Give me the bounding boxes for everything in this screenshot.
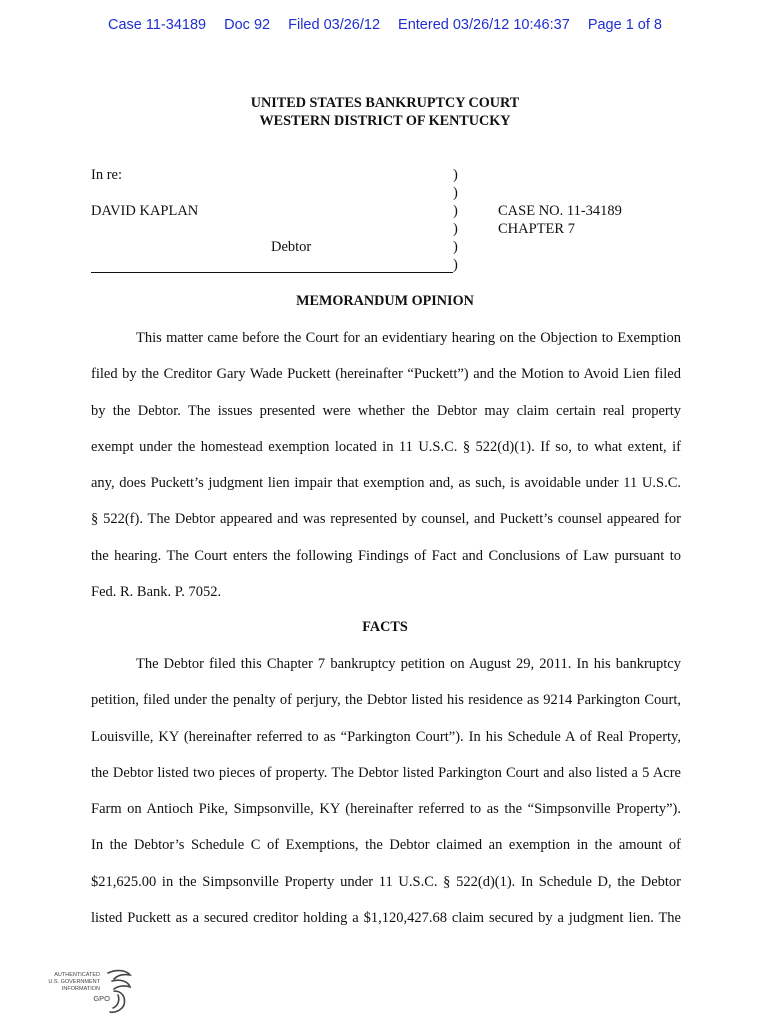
- court-name: UNITED STATES BANKRUPTCY COURT: [250, 95, 520, 111]
- stamp-case: Case 11-34189: [108, 17, 207, 33]
- filing-stamp: [0, 17, 770, 33]
- caption-underline: [91, 272, 453, 273]
- seal-text: INFORMATION: [61, 986, 100, 992]
- seal-text: GPO: [93, 994, 110, 1003]
- text-line: In the Debtor’s Schedule C of Exemptions, the Debtor claimed an exemption in the amount of: [91, 837, 681, 854]
- caption-debtor-name: DAVID KAPLAN: [91, 203, 199, 219]
- caption-chapter: CHAPTER 7: [498, 221, 575, 237]
- caption-paren: ): [453, 203, 458, 219]
- caption-paren: ): [453, 257, 458, 273]
- text-line: any, does Puckett’s judgment lien impair that exemption and, as such, is avoidable under 11 U.S.C.: [91, 475, 681, 492]
- text-line: The Debtor filed this Chapter 7 bankruptcy petition on August 29, 2011. In his bankruptcy: [136, 656, 681, 672]
- court-district: WESTERN DISTRICT OF KENTUCKY: [259, 113, 511, 129]
- text-line: exempt under the homestead exemption located in 11 U.S.C. § 522(d)(1). If so, to what extent, if: [91, 438, 681, 455]
- text-line: This matter came before the Court for an evidentiary hearing on the Objection to Exemption: [136, 330, 681, 346]
- eagle-icon: [108, 971, 130, 1013]
- seal-text: AUTHENTICATED: [54, 972, 100, 978]
- stamp-page: Page 1 of 8: [587, 17, 662, 33]
- text-line: the Debtor listed two pieces of property. The Debtor listed Parkington Court and also listed a 5 Acre: [91, 764, 681, 781]
- caption-paren: ): [453, 167, 458, 183]
- caption-paren: ): [453, 185, 458, 201]
- text-line: § 522(f). The Debtor appeared and was represented by counsel, and Puckett’s counsel appeared for: [91, 511, 681, 528]
- intro-paragraph: [91, 328, 681, 618]
- text-line: $21,625.00 in the Simpsonville Property under 11 U.S.C. § 522(d)(1). In Schedule D, the Debtor: [91, 873, 681, 890]
- seal-text: U.S. GOVERNMENT: [48, 979, 100, 985]
- text-line: by the Debtor. The issues presented were whether the Debtor may claim certain real property: [91, 402, 681, 419]
- caption-debtor-label: Debtor: [271, 239, 312, 255]
- caption-paren: ): [453, 221, 458, 237]
- text-line: the hearing. The Court enters the following Findings of Fact and Conclusions of Law pursuant to: [91, 547, 681, 564]
- text-line: Fed. R. Bank. P. 7052.: [91, 584, 222, 601]
- gpo-authentication-seal: [44, 967, 139, 1017]
- stamp-doc: Doc 92: [224, 17, 271, 33]
- text-line: Louisville, KY (hereinafter referred to as “Parkington Court”). In his Schedule A of Real Property,: [91, 728, 681, 745]
- stamp-entered: Entered 03/26/12 10:46:37: [398, 17, 570, 33]
- stamp-filed: Filed 03/26/12: [288, 17, 381, 33]
- facts-paragraph: [91, 654, 681, 944]
- text-line: listed Puckett as a secured creditor holding a $1,120,427.68 claim secured by a judgment lien. The: [91, 910, 681, 927]
- text-line: filed by the Creditor Gary Wade Puckett (hereinafter “Puckett”) and the Motion to Avoid Lien filed: [91, 366, 681, 383]
- opinion-title: MEMORANDUM OPINION: [296, 293, 474, 309]
- text-line: Farm on Antioch Pike, Simpsonville, KY (hereinafter referred to as the “Simpsonville Property”).: [91, 801, 681, 818]
- caption-in-re: In re:: [91, 167, 122, 183]
- caption-case-number: CASE NO. 11-34189: [498, 203, 622, 219]
- facts-heading: FACTS: [362, 619, 408, 635]
- text-line: petition, filed under the penalty of perjury, the Debtor listed his residence as 9214 Parkington Court,: [91, 692, 681, 709]
- caption-paren: ): [453, 239, 458, 255]
